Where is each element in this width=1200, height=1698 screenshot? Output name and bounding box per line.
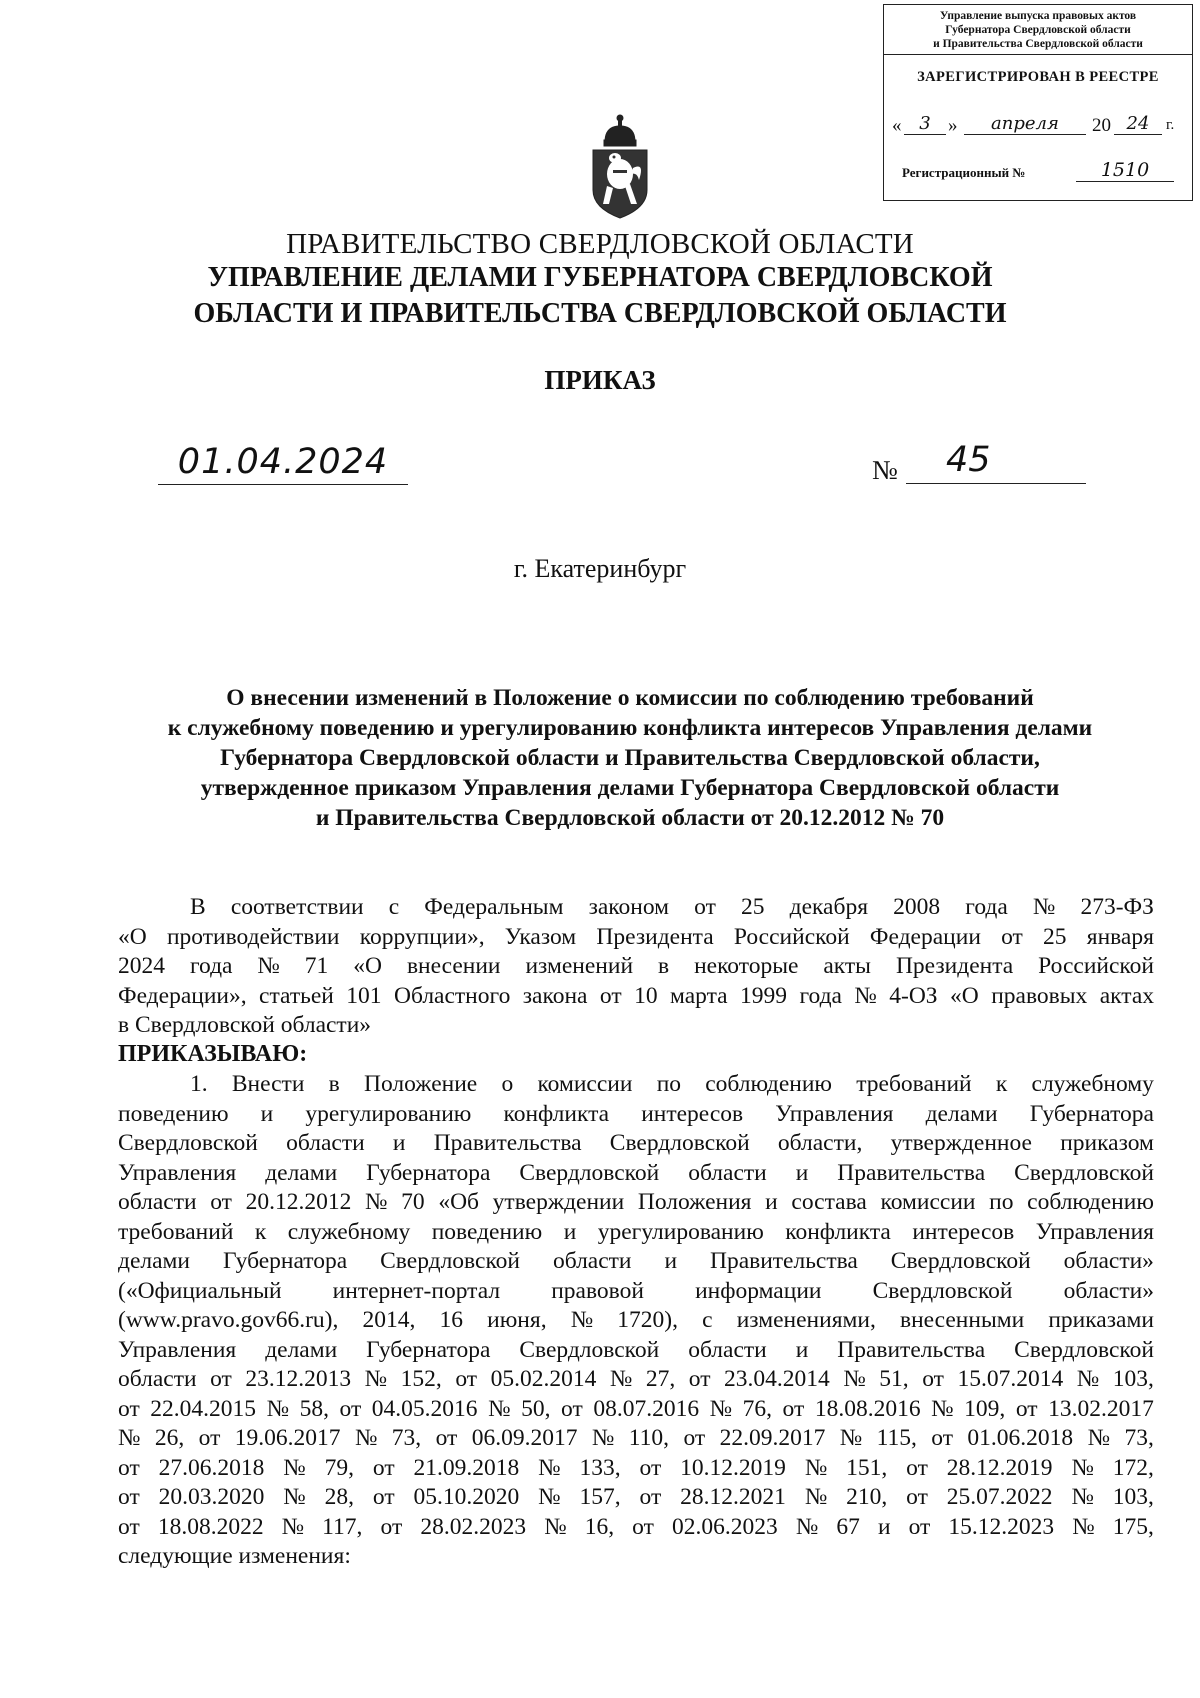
word: и (877, 1513, 891, 1540)
word: марта (670, 982, 728, 1009)
item-1-paragraph (118, 1070, 1154, 1572)
word: от (561, 1395, 583, 1422)
word: от (599, 982, 622, 1009)
word: с (702, 1307, 713, 1333)
word: от (639, 1454, 662, 1481)
word: 103, (1112, 1366, 1154, 1392)
word: конфликта (785, 1218, 891, 1245)
text-line (118, 1159, 1154, 1189)
word: № (538, 1484, 561, 1510)
word: Областного (393, 982, 511, 1009)
word: Положения (637, 1189, 752, 1215)
word: 25 (740, 894, 765, 920)
word: 70 (401, 1189, 425, 1215)
word: от (908, 1513, 931, 1540)
word: № (570, 1307, 594, 1333)
word: № (591, 1425, 615, 1451)
text-line (118, 923, 1154, 953)
word: Правительства (837, 1159, 986, 1186)
text-line (118, 1513, 1154, 1543)
word: 2008 (893, 894, 941, 920)
word: 73, (391, 1425, 422, 1451)
word: акты (823, 953, 871, 979)
word: и (795, 1159, 809, 1186)
word: 1720), (617, 1307, 678, 1333)
word: интересов (912, 1218, 1015, 1245)
word: № (544, 1513, 567, 1540)
word: от (210, 1189, 232, 1215)
word: поведению (118, 1100, 229, 1127)
word: № (283, 1454, 306, 1481)
word: статьей (259, 982, 334, 1009)
word: законом (588, 894, 670, 920)
word: № (364, 1366, 388, 1392)
word: от (931, 1425, 953, 1451)
text-line (118, 1188, 1154, 1218)
word: актах (1099, 982, 1154, 1009)
word: изменениями, (736, 1307, 876, 1333)
word: от (118, 1395, 140, 1422)
word: В (190, 894, 206, 920)
word: 151, (846, 1454, 888, 1481)
word: 26, (154, 1425, 185, 1451)
word: Управления (1035, 1218, 1154, 1245)
word: области, (777, 1130, 863, 1156)
word: и (392, 1130, 406, 1156)
word: области (118, 1189, 197, 1215)
word: Управления (118, 1159, 237, 1186)
word: № (931, 1395, 954, 1422)
word: 117, (322, 1513, 363, 1540)
word: от (339, 1395, 362, 1422)
word: 08.07.2016 (593, 1395, 700, 1422)
word: № (488, 1395, 511, 1422)
stamp-header-line: Управление выпуска правовых актов (939, 10, 1137, 22)
word: 27, (645, 1366, 676, 1392)
word: № (1072, 1513, 1095, 1540)
word: 172, (1112, 1454, 1154, 1481)
word: области (688, 1336, 767, 1363)
word: 18.08.2016 (814, 1395, 921, 1422)
word: Управления (118, 1336, 237, 1363)
word: от (118, 1454, 140, 1481)
word: служебному (1031, 1071, 1154, 1097)
text-line (118, 1454, 1154, 1484)
stamp-year-suffix: 24 (1114, 113, 1162, 135)
order-word: ПРИКАЗЫВАЮ: (118, 1041, 308, 1067)
stamp-header-line: Губернатора Свердловской области (945, 24, 1131, 36)
word: № (257, 953, 280, 979)
order-number-label: № (872, 455, 898, 485)
subject-line: О внесении изменений в Положение о комиссии по соблюдению требований (226, 685, 1034, 711)
word: 13.02.2017 (1048, 1395, 1154, 1422)
word: от (380, 1513, 403, 1540)
text-line (118, 1218, 1154, 1248)
word: № (804, 1454, 828, 1481)
word: «Об (438, 1189, 479, 1215)
word: 04.05.2016 (371, 1395, 478, 1422)
word: Федеральным (424, 894, 564, 920)
word: с (388, 894, 400, 920)
word: от (694, 894, 716, 920)
word: 133, (579, 1454, 621, 1481)
word: 28, (324, 1484, 354, 1510)
word: от (1015, 1395, 1038, 1422)
government-title: ПРАВИТЕЛЬСТВО СВЕРДЛОВСКОЙ ОБЛАСТИ (286, 228, 914, 260)
word: Губернатора (222, 1248, 348, 1274)
word: делами (118, 1248, 190, 1274)
word: 27.06.2018 (158, 1454, 265, 1481)
text-line (118, 1247, 1154, 1277)
stamp-date (890, 113, 1186, 139)
word: к (995, 1071, 1008, 1097)
word: области (688, 1159, 767, 1186)
word: № (354, 1425, 378, 1451)
word: 28.02.2023 (420, 1513, 527, 1540)
word: от (118, 1513, 140, 1540)
word: изменений (525, 953, 634, 979)
word: комиссии (880, 1189, 976, 1215)
word: 20.03.2020 (158, 1484, 265, 1510)
word: («Официальный (118, 1277, 282, 1304)
order-subject (110, 683, 1150, 833)
word: 05.10.2020 (413, 1484, 520, 1510)
word: 51, (879, 1366, 909, 1392)
word: 4-ОЗ (889, 982, 938, 1009)
word: коррупции», (359, 923, 485, 950)
word: № (854, 982, 877, 1009)
word: 10.12.2019 (680, 1454, 786, 1481)
word: некоторые (694, 953, 799, 979)
word: конфликта (503, 1100, 610, 1127)
stamp-quote-open: « (892, 115, 902, 136)
word: 22.04.2015 (150, 1395, 257, 1422)
word: Федерации», (118, 982, 247, 1009)
word: 115, (876, 1425, 917, 1451)
word: 2024 (118, 953, 165, 979)
word: информации (695, 1277, 822, 1304)
word: 16 (439, 1307, 464, 1333)
word: Правительства (837, 1336, 986, 1363)
word: 15.07.2014 (957, 1366, 1064, 1392)
word: 58, (299, 1395, 329, 1422)
word: 101 (346, 982, 382, 1009)
word: № (709, 1395, 733, 1422)
word: 18.08.2022 (157, 1513, 264, 1540)
word: 110, (628, 1425, 670, 1451)
word: Правительства (709, 1248, 858, 1274)
text-line (118, 1424, 1154, 1454)
word: области (552, 1248, 632, 1274)
word: урегулированию (597, 1218, 764, 1245)
word: 16, (584, 1513, 615, 1540)
department-title-line2: ОБЛАСТИ И ПРАВИТЕЛЬСТВА СВЕРДЛОВСКОЙ ОБЛАСТИ (193, 298, 1007, 329)
subject-line: утвержденное приказом Управления делами Губернатора Свердловской области (200, 775, 1060, 801)
word: внесенными (899, 1307, 1025, 1333)
word: от (906, 1454, 928, 1481)
word: № (118, 1425, 141, 1451)
text-line: следующие изменения: (118, 1543, 351, 1569)
word: правовых (991, 982, 1088, 1009)
word: Правительства (433, 1130, 582, 1156)
word: Свердловской (519, 1159, 660, 1186)
word: Положение (363, 1071, 478, 1097)
word: в (658, 953, 670, 979)
word: 15.12.2023 (948, 1513, 1055, 1540)
word: в (328, 1071, 340, 1097)
word: области» (1063, 1277, 1154, 1304)
word: Губернатора (1029, 1100, 1154, 1127)
word: состава (791, 1189, 867, 1215)
word: Свердловской (118, 1130, 258, 1156)
stamp-year-prefix: 20 (1092, 115, 1111, 136)
stamp-month: апреля (964, 113, 1086, 135)
word: делами (925, 1100, 998, 1127)
word: № (538, 1454, 561, 1481)
text-line (118, 1129, 1154, 1159)
word: Свердловской (872, 1277, 1013, 1304)
word: правовой (551, 1277, 644, 1304)
word: и (765, 1189, 778, 1215)
word: Свердловской (1014, 1159, 1154, 1186)
word: 28.12.2021 (680, 1484, 786, 1510)
word: урегулированию (305, 1100, 472, 1127)
word: и (260, 1100, 274, 1127)
word: от (118, 1484, 140, 1510)
word: Губернатора (366, 1336, 491, 1363)
word: «О (118, 923, 147, 950)
word: противодействии (166, 923, 340, 950)
word: № (1087, 1425, 1111, 1451)
word: 273-ФЗ (1080, 894, 1154, 920)
registration-stamp (883, 4, 1193, 201)
word: № (1071, 1454, 1094, 1481)
word: области (286, 1130, 365, 1156)
text-line (118, 1336, 1154, 1366)
word: № (281, 1513, 305, 1540)
word: о (501, 1071, 514, 1097)
word: области (118, 1366, 197, 1392)
word: 01.06.2018 (967, 1425, 1074, 1451)
word: 28.12.2019 (946, 1454, 1053, 1481)
word: интересов (641, 1100, 744, 1127)
word: декабря (789, 894, 869, 920)
word: (www.pravo.gov66.ru), (118, 1307, 339, 1333)
word: Президента (596, 923, 714, 950)
word: приказом (1060, 1130, 1154, 1156)
word: Свердловской (890, 1248, 1031, 1274)
text-line (118, 1100, 1154, 1130)
word: № (1032, 894, 1056, 920)
text-line (118, 1395, 1154, 1425)
word: 103, (1112, 1484, 1154, 1510)
word: 76, (742, 1395, 772, 1422)
word: Губернатора (366, 1159, 491, 1186)
word: соблюдению (705, 1071, 832, 1097)
word: от (906, 1484, 928, 1510)
word: и (563, 1218, 577, 1245)
text-line (118, 1070, 1154, 1100)
word: № (839, 1425, 863, 1451)
subject-line: к служебному поведению и урегулированию конфликта интересов Управления делами (167, 715, 1093, 741)
word: № (609, 1366, 633, 1392)
word: служебному (287, 1218, 411, 1245)
word: и (664, 1248, 678, 1274)
word: Свердловской (609, 1130, 750, 1156)
text-line (118, 1483, 1154, 1513)
word: утвержденное (890, 1130, 1032, 1156)
word: Управления (775, 1100, 894, 1127)
word: интернет-портал (332, 1277, 501, 1304)
word: по (656, 1071, 682, 1097)
word: 1999 (740, 982, 788, 1009)
word: «О (353, 953, 382, 979)
order-date: 01.04.2024 (158, 440, 408, 485)
word: 1. (190, 1071, 208, 1097)
word: января (1086, 923, 1154, 950)
city: г. Екатеринбург (513, 554, 687, 583)
word: Президента (895, 953, 1014, 979)
word: 10 (634, 982, 658, 1009)
word: от (372, 1484, 395, 1510)
word: от (688, 1366, 711, 1392)
word: делами (265, 1159, 338, 1186)
word: 19.06.2017 (234, 1425, 341, 1451)
coat-of-arms-icon (585, 112, 655, 222)
stamp-header-line: и Правительства Свердловской области (933, 38, 1143, 50)
word: Указом (504, 923, 577, 950)
word: года (189, 953, 233, 979)
word: от (782, 1395, 805, 1422)
word: № (365, 1189, 388, 1215)
word: от (372, 1454, 395, 1481)
word: соответствии (230, 894, 364, 920)
stamp-reg-number: 1510 (1076, 159, 1174, 182)
word: № (843, 1366, 866, 1392)
order-number: 45 (906, 440, 1086, 484)
word: № (795, 1513, 819, 1540)
word: приказами (1048, 1307, 1154, 1333)
word: 67 (836, 1513, 860, 1540)
word: поведению (431, 1218, 543, 1245)
word: года (965, 894, 1008, 920)
word: утверждении (492, 1189, 625, 1215)
word: Федерации (869, 923, 981, 950)
word: 06.09.2017 (471, 1425, 578, 1451)
word: требований (118, 1218, 234, 1245)
word: Свердловской (519, 1336, 660, 1363)
word: № (1071, 1484, 1094, 1510)
word: № (266, 1395, 290, 1422)
word: закона (522, 982, 588, 1009)
word: «О (950, 982, 979, 1009)
word: 73, (1124, 1425, 1154, 1451)
word: от (435, 1425, 458, 1451)
stamp-year-unit: г. (1166, 117, 1175, 133)
word: Внести (231, 1071, 305, 1097)
word: от (210, 1366, 232, 1392)
word: внесении (406, 953, 501, 979)
text-line (118, 1365, 1154, 1395)
word: 22.09.2017 (719, 1425, 826, 1451)
word: от (198, 1425, 221, 1451)
word: года (799, 982, 842, 1009)
word: № (1076, 1366, 1100, 1392)
preamble-paragraph (118, 893, 1154, 1041)
text-line: в Свердловской области» (118, 1012, 372, 1038)
word: Российской (733, 923, 850, 950)
word: 02.06.2023 (671, 1513, 778, 1540)
word: от (632, 1513, 654, 1540)
stamp-reg-label: Регистрационный № (902, 165, 1026, 180)
text-line (118, 1277, 1154, 1307)
word: 79, (324, 1454, 354, 1481)
subject-line: Губернатора Свердловской области и Правительства Свердловской области, (220, 745, 1040, 771)
stamp-day: 3 (904, 113, 946, 135)
word: Свердловской (1014, 1336, 1154, 1363)
stamp-header (884, 5, 1192, 55)
word: по (989, 1189, 1014, 1215)
word: от (922, 1366, 944, 1392)
word: 23.04.2014 (724, 1366, 830, 1392)
word: от (455, 1366, 478, 1392)
stamp-registered-label: ЗАРЕГИСТРИРОВАН В РЕЕСТРЕ (917, 69, 1159, 85)
word: и (795, 1336, 809, 1363)
word: 50, (521, 1395, 551, 1422)
word: области» (1063, 1248, 1154, 1274)
word: соблюдению (1027, 1189, 1154, 1215)
word: 25.07.2022 (946, 1484, 1053, 1510)
word: требований (856, 1071, 972, 1097)
word: 175, (1112, 1513, 1154, 1540)
word: 23.12.2013 (245, 1366, 352, 1392)
text-line (118, 982, 1154, 1012)
word: 25 (1043, 923, 1067, 950)
text-line (118, 893, 1154, 923)
word: делами (265, 1336, 338, 1363)
subject-line: и Правительства Свердловской области от 20.12.2012 № 70 (315, 805, 945, 831)
word: № (283, 1484, 306, 1510)
word: июня, (487, 1307, 547, 1333)
word: от (683, 1425, 706, 1451)
word: 71 (304, 953, 329, 979)
word: № (804, 1484, 828, 1510)
word: 05.02.2014 (490, 1366, 597, 1392)
word: 20.12.2012 (245, 1189, 352, 1215)
text-line (118, 1306, 1154, 1336)
word: к (254, 1218, 267, 1245)
word: от (1001, 923, 1023, 950)
word: Свердловской (380, 1248, 521, 1274)
word: 157, (579, 1484, 621, 1510)
document-type: ПРИКАЗ (544, 365, 656, 395)
text-line (118, 952, 1154, 982)
word: 109, (964, 1395, 1006, 1422)
word: от (639, 1484, 662, 1510)
word: Российской (1038, 953, 1154, 979)
word: 21.09.2018 (413, 1454, 520, 1481)
department-title-line1: УПРАВЛЕНИЕ ДЕЛАМИ ГУБЕРНАТОРА СВЕРДЛОВСКОЙ (207, 262, 993, 293)
word: 2014, (362, 1307, 416, 1333)
word: комиссии (537, 1071, 633, 1097)
stamp-quote-close: » (948, 115, 958, 136)
word: 210, (846, 1484, 888, 1510)
word: 152, (400, 1366, 442, 1392)
